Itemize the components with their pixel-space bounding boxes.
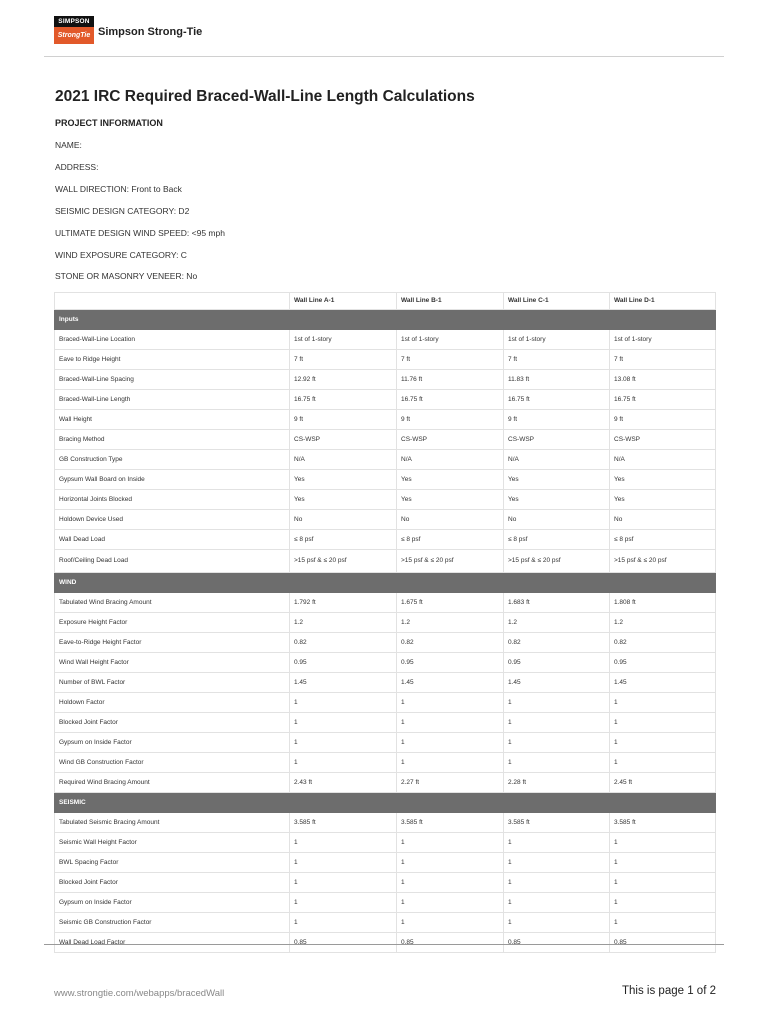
table-cell: 3.585 ft xyxy=(504,813,610,833)
table-cell: 12.92 ft xyxy=(290,370,397,390)
table-row xyxy=(55,713,716,733)
table-row xyxy=(55,350,716,370)
project-info-line: WIND EXPOSURE CATEGORY: C xyxy=(55,250,187,260)
table-cell: 1 xyxy=(397,873,504,893)
table-cell: 0.82 xyxy=(610,633,716,653)
table-cell: 9 ft xyxy=(610,410,716,430)
table-header-row xyxy=(55,293,716,310)
table-cell: 1.792 ft xyxy=(290,593,397,613)
table-row xyxy=(55,410,716,430)
row-label: Braced-Wall-Line Spacing xyxy=(55,370,290,390)
section-title: Inputs xyxy=(55,310,290,330)
table-cell: 7 ft xyxy=(290,350,397,370)
table-row xyxy=(55,753,716,773)
table-row xyxy=(55,530,716,550)
table-row xyxy=(55,733,716,753)
table-row xyxy=(55,893,716,913)
section-header-fill xyxy=(290,793,716,813)
table-cell: 1st of 1-story xyxy=(397,330,504,350)
calculation-table xyxy=(54,292,716,953)
logo-bottom-text: StrongTie xyxy=(54,27,94,44)
table-row xyxy=(55,450,716,470)
table-cell: 0.82 xyxy=(397,633,504,653)
column-header: Wall Line D-1 xyxy=(610,293,716,310)
section-header-row xyxy=(55,310,716,330)
table-cell: 1st of 1-story xyxy=(290,330,397,350)
table-cell: 16.75 ft xyxy=(610,390,716,410)
row-label: Wall Height xyxy=(55,410,290,430)
table-cell: 1 xyxy=(290,713,397,733)
table-cell: N/A xyxy=(290,450,397,470)
table-cell: No xyxy=(610,510,716,530)
row-label: Bracing Method xyxy=(55,430,290,450)
table-row xyxy=(55,873,716,893)
table-cell: 2.45 ft xyxy=(610,773,716,793)
table-row xyxy=(55,933,716,953)
table-cell: 3.585 ft xyxy=(610,813,716,833)
table-cell: Yes xyxy=(290,490,397,510)
table-cell: 16.75 ft xyxy=(504,390,610,410)
row-label: GB Construction Type xyxy=(55,450,290,470)
table-cell: 1.2 xyxy=(610,613,716,633)
row-label: Eave to Ridge Height xyxy=(55,350,290,370)
header-divider xyxy=(44,56,724,57)
table-row xyxy=(55,490,716,510)
table-cell: Yes xyxy=(610,470,716,490)
table-cell: ≤ 8 psf xyxy=(504,530,610,550)
table-cell: 1 xyxy=(290,753,397,773)
table-row xyxy=(55,773,716,793)
table-cell: 11.83 ft xyxy=(504,370,610,390)
table-cell: 3.585 ft xyxy=(290,813,397,833)
table-row xyxy=(55,833,716,853)
table-cell: CS-WSP xyxy=(610,430,716,450)
table-cell: >15 psf & ≤ 20 psf xyxy=(610,550,716,573)
table-cell: 1.45 xyxy=(290,673,397,693)
table-cell: N/A xyxy=(610,450,716,470)
table-cell: CS-WSP xyxy=(397,430,504,450)
table-cell: 1 xyxy=(610,753,716,773)
table-cell: 7 ft xyxy=(397,350,504,370)
row-label: BWL Spacing Factor xyxy=(55,853,290,873)
table-row xyxy=(55,693,716,713)
table-cell: 1 xyxy=(504,713,610,733)
table-cell: 13.08 ft xyxy=(610,370,716,390)
table-cell: 3.585 ft xyxy=(397,813,504,833)
table-cell: 0.85 xyxy=(290,933,397,953)
table-cell: 1 xyxy=(397,693,504,713)
table-cell: 1 xyxy=(504,913,610,933)
table-cell: ≤ 8 psf xyxy=(610,530,716,550)
column-header: Wall Line B-1 xyxy=(397,293,504,310)
table-cell: 1 xyxy=(290,913,397,933)
table-cell: 1.675 ft xyxy=(397,593,504,613)
table-cell: 2.27 ft xyxy=(397,773,504,793)
company-logo xyxy=(54,16,94,44)
table-cell: >15 psf & ≤ 20 psf xyxy=(504,550,610,573)
row-label: Horizontal Joints Blocked xyxy=(55,490,290,510)
table-cell: 11.76 ft xyxy=(397,370,504,390)
table-cell: 0.95 xyxy=(290,653,397,673)
table-cell: ≤ 8 psf xyxy=(290,530,397,550)
table-cell: 1 xyxy=(397,893,504,913)
table-cell: 9 ft xyxy=(290,410,397,430)
table-cell: 1 xyxy=(610,733,716,753)
row-label: Blocked Joint Factor xyxy=(55,713,290,733)
table-row xyxy=(55,390,716,410)
row-label: Gypsum Wall Board on Inside xyxy=(55,470,290,490)
row-label: Roof/Ceiling Dead Load xyxy=(55,550,290,573)
table-cell: 1 xyxy=(504,693,610,713)
table-cell: CS-WSP xyxy=(290,430,397,450)
table-cell: 1 xyxy=(610,853,716,873)
table-cell: ≤ 8 psf xyxy=(397,530,504,550)
table-cell: 2.28 ft xyxy=(504,773,610,793)
table-cell: 1 xyxy=(504,893,610,913)
table-cell: Yes xyxy=(504,470,610,490)
table-cell: Yes xyxy=(397,490,504,510)
row-label: Gypsum on Inside Factor xyxy=(55,893,290,913)
table-cell: 0.85 xyxy=(397,933,504,953)
table-row xyxy=(55,633,716,653)
table-cell: >15 psf & ≤ 20 psf xyxy=(397,550,504,573)
section-header-fill xyxy=(290,310,716,330)
table-cell: 0.95 xyxy=(397,653,504,673)
page-title: 2021 IRC Required Braced-Wall-Line Length Calculations xyxy=(55,88,475,105)
table-cell: 1 xyxy=(290,833,397,853)
column-header: Wall Line C-1 xyxy=(504,293,610,310)
table-cell: 1 xyxy=(504,853,610,873)
table-row xyxy=(55,470,716,490)
table-cell: 1 xyxy=(610,893,716,913)
logo-top-text: SIMPSON xyxy=(54,16,94,27)
row-label: Gypsum on Inside Factor xyxy=(55,733,290,753)
table-cell: 0.85 xyxy=(504,933,610,953)
table-row xyxy=(55,550,716,573)
table-cell: No xyxy=(397,510,504,530)
project-info-line: WALL DIRECTION: Front to Back xyxy=(55,184,182,194)
project-info-line: STONE OR MASONRY VENEER: No xyxy=(55,271,198,281)
row-label: Eave-to-Ridge Height Factor xyxy=(55,633,290,653)
table-cell: 1 xyxy=(397,833,504,853)
table-cell: 7 ft xyxy=(504,350,610,370)
table-cell: N/A xyxy=(397,450,504,470)
row-label: Exposure Height Factor xyxy=(55,613,290,633)
table-row xyxy=(55,653,716,673)
table-cell: 1 xyxy=(290,693,397,713)
table-cell: No xyxy=(290,510,397,530)
table-cell: 1.45 xyxy=(610,673,716,693)
table-cell: 1 xyxy=(290,853,397,873)
page-number: This is page 1 of 2 xyxy=(622,985,716,997)
table-cell: 0.95 xyxy=(610,653,716,673)
table-header-blank xyxy=(55,293,290,310)
table-cell: 16.75 ft xyxy=(397,390,504,410)
table-row xyxy=(55,613,716,633)
table-cell: N/A xyxy=(504,450,610,470)
table-cell: 1 xyxy=(504,873,610,893)
table-cell: 1.45 xyxy=(504,673,610,693)
table-cell: 1 xyxy=(290,873,397,893)
row-label: Braced-Wall-Line Location xyxy=(55,330,290,350)
row-label: Wall Dead Load Factor xyxy=(55,933,290,953)
row-label: Tabulated Seismic Bracing Amount xyxy=(55,813,290,833)
table-cell: 1 xyxy=(610,713,716,733)
section-header-row xyxy=(55,793,716,813)
row-label: Wind Wall Height Factor xyxy=(55,653,290,673)
table-cell: 1 xyxy=(290,733,397,753)
table-row xyxy=(55,370,716,390)
table-cell: 1 xyxy=(397,853,504,873)
row-label: Seismic Wall Height Factor xyxy=(55,833,290,853)
header-brand xyxy=(54,16,202,44)
project-info-line: SEISMIC DESIGN CATEGORY: D2 xyxy=(55,206,190,216)
table-cell: 1.808 ft xyxy=(610,593,716,613)
table-cell: 1 xyxy=(610,873,716,893)
table-row xyxy=(55,913,716,933)
row-label: Holdown Device Used xyxy=(55,510,290,530)
table-cell: Yes xyxy=(397,470,504,490)
table-cell: 1 xyxy=(397,733,504,753)
brand-name: Simpson Strong-Tie xyxy=(98,26,203,38)
table-cell: 1 xyxy=(397,713,504,733)
table-row xyxy=(55,593,716,613)
table-cell: 1.2 xyxy=(504,613,610,633)
table-cell: 9 ft xyxy=(397,410,504,430)
table-cell: 0.82 xyxy=(504,633,610,653)
table-cell: 1st of 1-story xyxy=(504,330,610,350)
section-header-fill xyxy=(290,573,716,593)
table-cell: Yes xyxy=(504,490,610,510)
row-label: Wall Dead Load xyxy=(55,530,290,550)
table-cell: 1 xyxy=(290,893,397,913)
row-label: Seismic GB Construction Factor xyxy=(55,913,290,933)
table-cell: 1 xyxy=(610,693,716,713)
table-cell: 1st of 1-story xyxy=(610,330,716,350)
table-cell: 1 xyxy=(610,913,716,933)
section-title: WIND xyxy=(55,573,290,593)
row-label: Blocked Joint Factor xyxy=(55,873,290,893)
column-header: Wall Line A-1 xyxy=(290,293,397,310)
table-row xyxy=(55,813,716,833)
table-row xyxy=(55,853,716,873)
table-cell: 1 xyxy=(397,753,504,773)
footer-divider xyxy=(44,944,724,945)
row-label: Number of BWL Factor xyxy=(55,673,290,693)
table-cell: 1.2 xyxy=(290,613,397,633)
table-row xyxy=(55,673,716,693)
table-cell: No xyxy=(504,510,610,530)
table-cell: 1 xyxy=(610,833,716,853)
section-header-row xyxy=(55,573,716,593)
table-row xyxy=(55,330,716,350)
project-info-line: ULTIMATE DESIGN WIND SPEED: <95 mph xyxy=(55,228,225,238)
table-cell: 1 xyxy=(504,833,610,853)
table-cell: >15 psf & ≤ 20 psf xyxy=(290,550,397,573)
table-cell: 1 xyxy=(504,753,610,773)
table-cell: Yes xyxy=(610,490,716,510)
table-cell: 1.2 xyxy=(397,613,504,633)
table-cell: 2.43 ft xyxy=(290,773,397,793)
table-cell: 7 ft xyxy=(610,350,716,370)
table-row xyxy=(55,430,716,450)
table-cell: 1.45 xyxy=(397,673,504,693)
table-cell: 1 xyxy=(397,913,504,933)
table-cell: CS-WSP xyxy=(504,430,610,450)
table-cell: 1 xyxy=(504,733,610,753)
row-label: Tabulated Wind Bracing Amount xyxy=(55,593,290,613)
project-info-heading: PROJECT INFORMATION xyxy=(55,118,163,128)
table-cell: 0.85 xyxy=(610,933,716,953)
row-label: Required Wind Bracing Amount xyxy=(55,773,290,793)
row-label: Wind GB Construction Factor xyxy=(55,753,290,773)
row-label: Holdown Factor xyxy=(55,693,290,713)
footer-url[interactable]: www.strongtie.com/webapps/bracedWall xyxy=(54,988,225,999)
table-cell: Yes xyxy=(290,470,397,490)
project-info-line: ADDRESS: xyxy=(55,162,99,172)
table-cell: 0.82 xyxy=(290,633,397,653)
table-cell: 9 ft xyxy=(504,410,610,430)
table-cell: 0.95 xyxy=(504,653,610,673)
table-row xyxy=(55,510,716,530)
row-label: Braced-Wall-Line Length xyxy=(55,390,290,410)
table-cell: 16.75 ft xyxy=(290,390,397,410)
section-title: SEISMIC xyxy=(55,793,290,813)
project-info-line: NAME: xyxy=(55,140,82,150)
table-cell: 1.683 ft xyxy=(504,593,610,613)
